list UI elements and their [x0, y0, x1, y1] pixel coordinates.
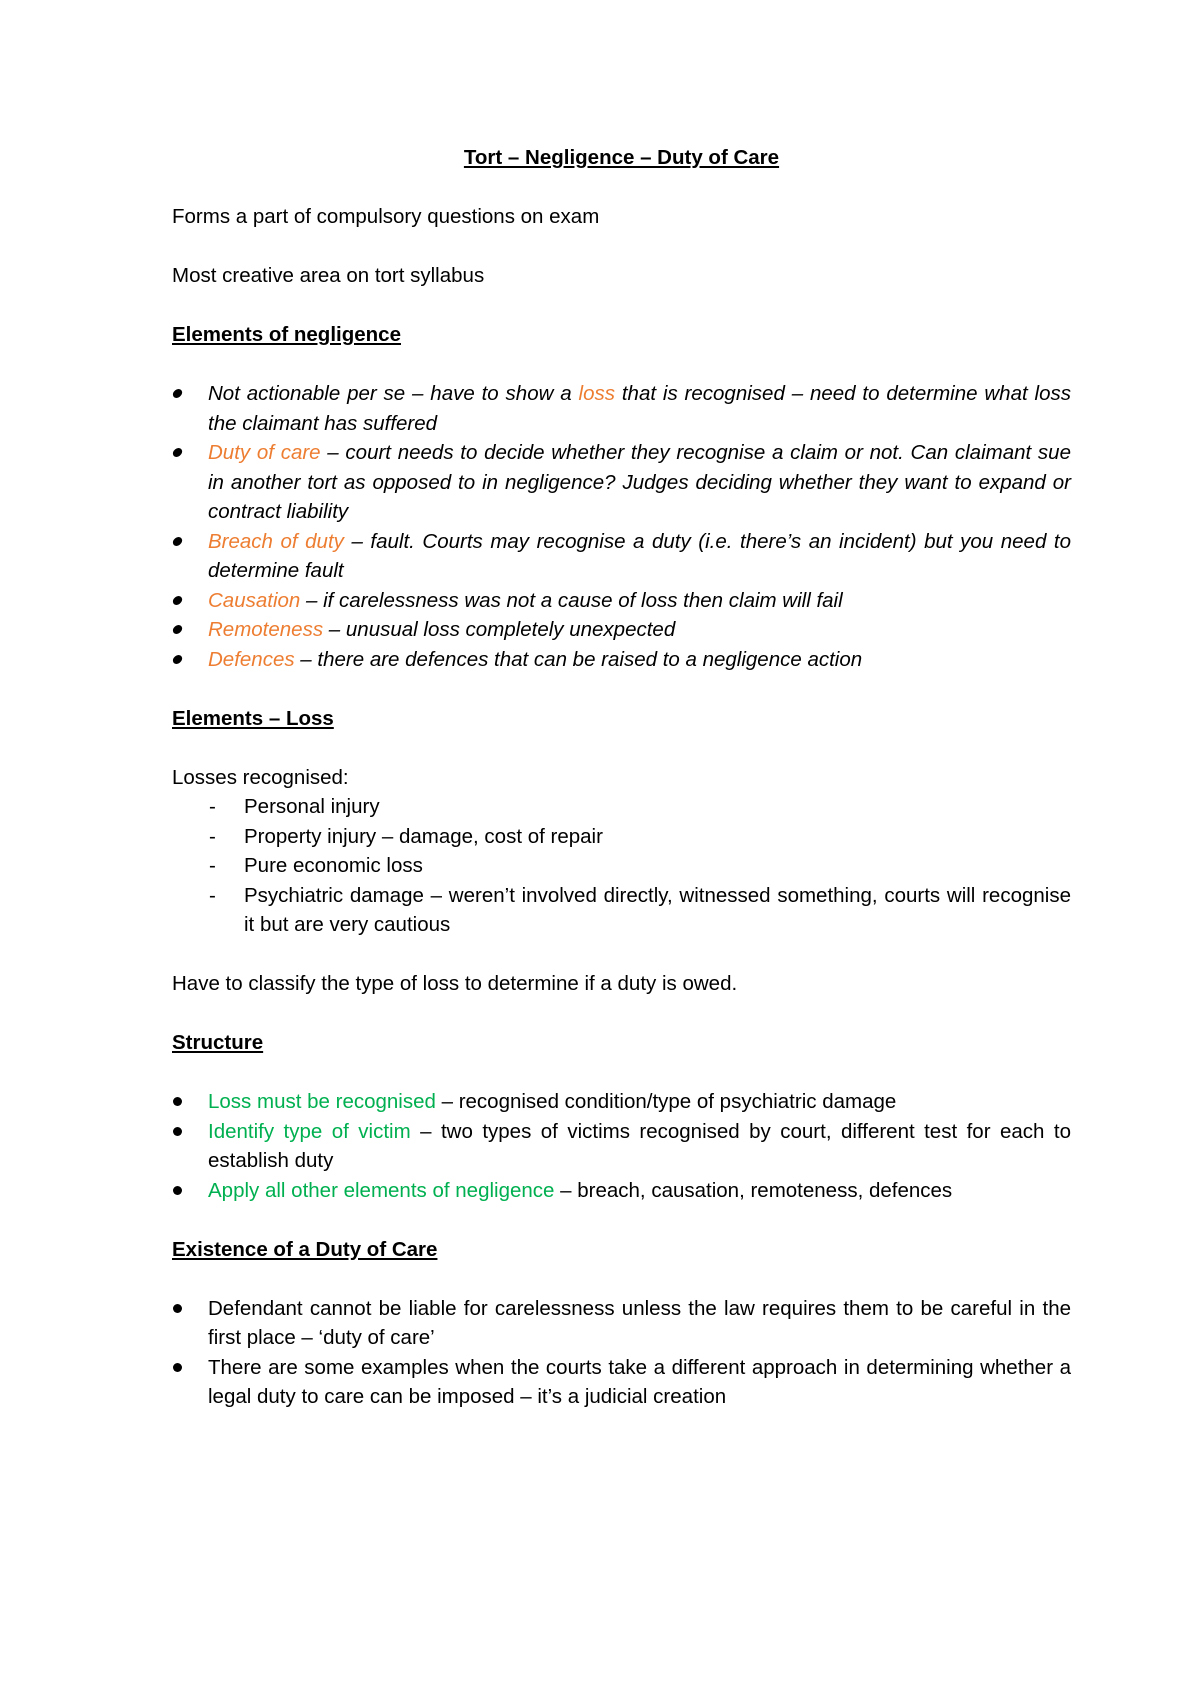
highlighted-term: Duty of care — [208, 441, 321, 464]
highlighted-term: Apply all other elements of negligence — [208, 1178, 555, 1202]
dash-icon: - — [209, 795, 216, 818]
bullet-icon — [173, 1363, 182, 1372]
list-item: Not actionable per se – have to show a loss that is recognised – need to determine what loss the claimant has suffered — [172, 379, 1071, 438]
list-item: Defences – there are defences that can be raised to a negligence action — [172, 645, 1071, 675]
list-item: - Psychiatric damage – weren’t involved directly, witnessed something, courts will recognise it but are very cautious — [172, 881, 1071, 940]
dash-icon: - — [209, 824, 216, 848]
existence-list — [172, 1294, 1071, 1412]
losses-lead: Losses recognised: — [172, 765, 349, 789]
list-item: Causation – if carelessness was not a cause of loss then claim will fail — [172, 586, 1071, 616]
list-item: There are some examples when the courts take a different approach in determining whether a legal duty to care can be imposed – it’s a judicial creation — [172, 1353, 1071, 1412]
list-item: - Property injury – damage, cost of repair — [172, 822, 1071, 852]
document-title: Tort – Negligence – Duty of Care — [463, 146, 780, 169]
highlighted-term: Defences — [208, 647, 295, 671]
loss-classification-note: Have to classify the type of loss to determine if a duty is owed. — [172, 972, 738, 995]
bullet-icon — [172, 596, 183, 605]
heading-structure: Structure — [172, 1031, 264, 1054]
heading-existence-duty-of-care: Existence of a Duty of Care — [172, 1237, 438, 1261]
highlighted-term: loss — [578, 382, 615, 405]
list-item: Breach of duty – fault. Courts may recognise a duty (i.e. there’s an incident) but you need to determine fault — [172, 527, 1071, 586]
list-item: Identify type of victim – two types of victims recognised by court, different test for each to establish duty — [172, 1117, 1071, 1176]
list-item: Duty of care – court needs to decide whether they recognise a claim or not. Can claimant sue in another tort as opposed to in negligence? Judges deciding whether they want to expand or contract liability — [172, 438, 1071, 527]
negligence-elements-list — [172, 379, 1071, 674]
bullet-icon — [172, 448, 183, 457]
intro-line-2: Most creative area on tort syllabus — [172, 264, 485, 287]
highlighted-term: Loss must be recognised — [208, 1090, 436, 1113]
list-item: Remoteness – unusual loss completely unexpected — [172, 615, 1071, 645]
bullet-icon — [172, 537, 183, 546]
highlighted-term: Remoteness — [208, 618, 324, 641]
highlighted-term: Breach of duty — [208, 529, 344, 553]
heading-elements-of-negligence: Elements of negligence — [172, 323, 401, 346]
bullet-icon — [172, 389, 183, 398]
bullet-icon — [173, 1127, 182, 1136]
bullet-icon — [172, 655, 183, 664]
structure-list — [172, 1087, 1071, 1205]
intro-line-1: Forms a part of compulsory questions on exam — [172, 205, 600, 228]
highlighted-term: Causation — [208, 588, 301, 612]
bullet-icon — [172, 625, 183, 634]
list-item: Loss must be recognised – recognised condition/type of psychiatric damage — [172, 1087, 1071, 1117]
highlighted-term: Identify type of victim — [208, 1119, 411, 1143]
losses-list — [172, 792, 1071, 940]
bullet-icon — [173, 1097, 182, 1106]
dash-icon: - — [209, 854, 216, 877]
heading-elements-loss: Elements – Loss — [172, 706, 334, 730]
bullet-icon — [173, 1304, 182, 1313]
list-item: - Personal injury — [172, 792, 1071, 822]
list-item: Apply all other elements of negligence – breach, causation, remoteness, defences — [172, 1176, 1071, 1206]
list-item: - Pure economic loss — [172, 851, 1071, 881]
list-item: Defendant cannot be liable for carelessness unless the law requires them to be careful in the first place – ‘duty of care’ — [172, 1294, 1071, 1353]
dash-icon: - — [209, 883, 216, 907]
bullet-icon — [173, 1186, 182, 1195]
